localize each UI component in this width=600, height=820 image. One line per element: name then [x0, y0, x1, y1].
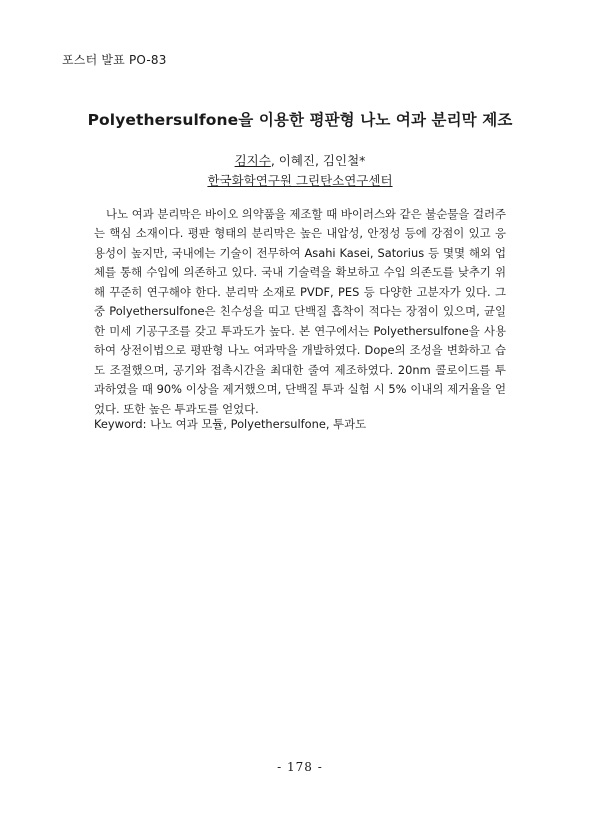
poster-id-label: 포스터 발표 PO-83 — [62, 53, 167, 67]
paper-title: Polyethersulfone을 이용한 평판형 나노 여과 분리막 제조 — [87, 111, 513, 129]
co-authors: , 이혜진, 김인철* — [270, 153, 366, 168]
author-list — [0, 151, 600, 169]
keywords-line: Keyword: 나노 여과 모듈, Polyethersulfone, 투과도 — [94, 417, 367, 431]
affiliation — [0, 171, 600, 189]
page-number: - 178 - — [277, 760, 323, 774]
affiliation-text: 한국화학연구원 그린탄소연구센터 — [207, 173, 393, 188]
presenting-author: 김지수 — [234, 153, 271, 168]
abstract-body: 나노 여과 분리막은 바이오 의약품을 제조할 때 바이러스와 같은 불순물을 걸러주는 핵심 소재이다. 평판 형태의 분리막은 높은 내압성, 안정성 등에 강점이 있고 응용성이 높지만, 국내에는 기술이 전무하여 Asahi Kasei, Satorius 등 몇몇 해외 업체를 통해 수입에 의존하고 있다. 국내 기술력을 확보하고 수입 의존도를 낮추기 위해 꾸준히 연구해야 한다. 분리막 소재로 PVDF, PES 등 다양한 고분자가 있다. 그중 Polyethersulfone은 친수성을 띠고 단백질 흡착이 적다는 장점이 있으며, 균일한 미세 기공구조를 갖고 투과도가 높다. 본 연구에서는 Polyethersulfone을 사용하여 상전이법으로 평판형 나노 여과막을 개발하였다. Dope의 조성을 변화하고 습도 조절했으며, 공기와 접촉시간을 최대한 줄여 제조하였다. 20nm 콜로이드를 투과하였을 때 90% 이상을 제거했으며, 단백질 투과 실험 시 5% 이내의 제거율을 얻었다. 또한 높은 투과도를 얻었다. — [94, 207, 506, 416]
